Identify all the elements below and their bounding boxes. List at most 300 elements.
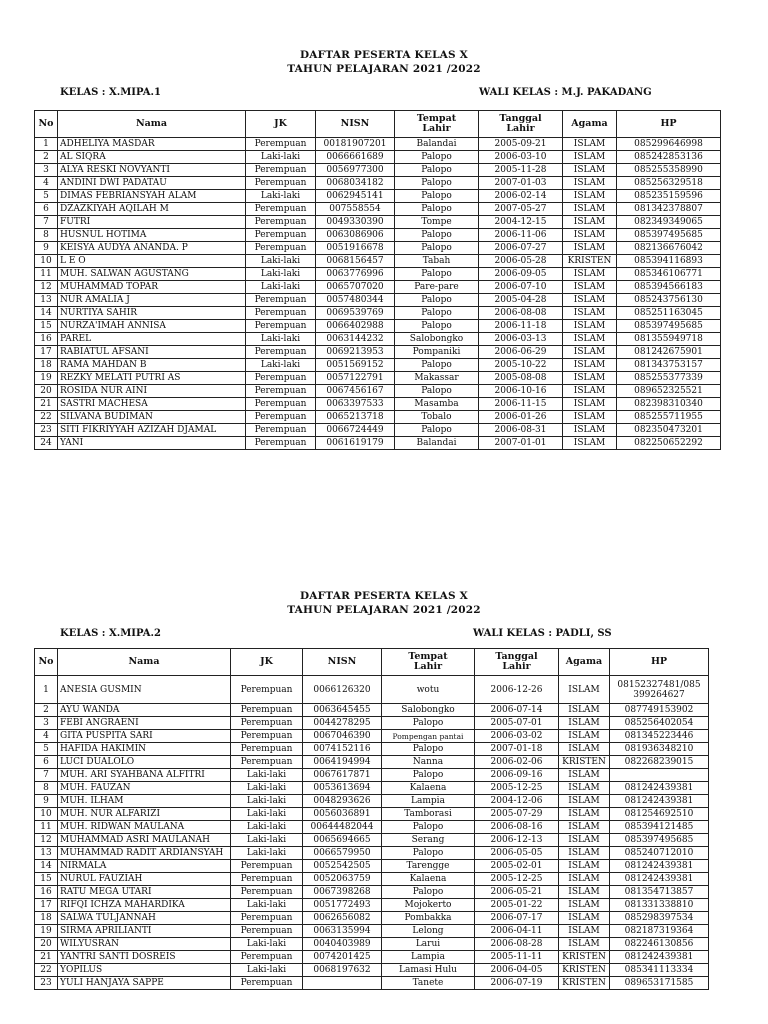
cell-hp: 085255711955 (617, 411, 721, 424)
section-x-mipa-2 (0, 589, 768, 644)
cell-tanggal-lahir: 2006-08-31 (479, 424, 563, 437)
cell-agama: ISLAM (563, 307, 617, 320)
cell-nama: ANDINI DWI PADATAU (58, 177, 246, 190)
cell-hp: 081242439381 (610, 795, 709, 808)
table-row (35, 743, 709, 756)
student-table-x-mipa-2 (34, 648, 709, 990)
cell-no: 23 (35, 977, 58, 990)
cell-nama: MUH. ILHAM (58, 795, 231, 808)
cell-jk: Perempuan (246, 242, 316, 255)
cell-nisn: 0066661689 (316, 151, 395, 164)
cell-hp: 081343753157 (617, 359, 721, 372)
cell-tanggal-lahir: 2006-04-05 (475, 964, 559, 977)
cell-tempat-lahir: Palopo (395, 177, 479, 190)
cell-no: 8 (35, 782, 58, 795)
cell-hp: 085346106771 (617, 268, 721, 281)
cell-tempat-lahir: Palopo (395, 320, 479, 333)
cell-hp: 089653171585 (610, 977, 709, 990)
cell-tempat-lahir: Palopo (382, 821, 475, 834)
cell-tanggal-lahir: 2005-10-22 (479, 359, 563, 372)
cell-jk: Laki-laki (231, 795, 303, 808)
cell-nisn: 0051569152 (316, 359, 395, 372)
cell-no: 1 (35, 138, 58, 151)
cell-agama: ISLAM (559, 912, 610, 925)
cell-nisn: 0053613694 (303, 782, 382, 795)
table-row (35, 281, 721, 294)
cell-nisn: 0063086906 (316, 229, 395, 242)
table-row (35, 294, 721, 307)
cell-agama: ISLAM (563, 190, 617, 203)
cell-jk: Perempuan (231, 730, 303, 743)
cell-nisn: 0068197632 (303, 964, 382, 977)
cell-jk: Laki-laki (231, 938, 303, 951)
cell-nama: WILYUSRAN (58, 938, 231, 951)
cell-jk: Laki-laki (246, 255, 316, 268)
header-nama: Nama (58, 111, 246, 138)
cell-nama: FEBI ANGRAENI (58, 717, 231, 730)
cell-agama: ISLAM (563, 346, 617, 359)
cell-tempat-lahir: Pombakka (382, 912, 475, 925)
cell-agama: ISLAM (563, 398, 617, 411)
cell-tanggal-lahir: 2006-05-21 (475, 886, 559, 899)
table-row (35, 704, 709, 717)
class-info-row (0, 87, 768, 103)
cell-tanggal-lahir: 2006-12-26 (475, 676, 559, 704)
cell-tanggal-lahir: 2004-12-15 (479, 216, 563, 229)
cell-nisn: 0063397533 (316, 398, 395, 411)
cell-tanggal-lahir: 2006-11-06 (479, 229, 563, 242)
cell-jk: Laki-laki (231, 808, 303, 821)
cell-tempat-lahir: Balandai (395, 138, 479, 151)
cell-nama: FUTRI (58, 216, 246, 229)
cell-agama: ISLAM (563, 411, 617, 424)
cell-hp: 085251163045 (617, 307, 721, 320)
table-row (35, 873, 709, 886)
cell-nisn: 0063776996 (316, 268, 395, 281)
cell-no: 5 (35, 190, 58, 203)
cell-agama: ISLAM (563, 216, 617, 229)
cell-nisn: 0066724449 (316, 424, 395, 437)
cell-agama: ISLAM (559, 925, 610, 938)
cell-no: 15 (35, 873, 58, 886)
header-nisn: NISN (303, 649, 382, 676)
academic-year: TAHUN PELAJARAN 2021 /2022 (287, 604, 481, 616)
cell-nisn: 0074201425 (303, 951, 382, 964)
table-row (35, 717, 709, 730)
cell-no: 4 (35, 730, 58, 743)
cell-no: 11 (35, 268, 58, 281)
cell-hp: 082246130856 (610, 938, 709, 951)
table-row (35, 756, 709, 769)
cell-tempat-lahir: Palopo (382, 717, 475, 730)
cell-agama: ISLAM (559, 730, 610, 743)
cell-hp: 081342378807 (617, 203, 721, 216)
cell-nama: ALYA RESKI NOVYANTI (58, 164, 246, 177)
table-row (35, 808, 709, 821)
cell-tempat-lahir: Nanna (382, 756, 475, 769)
cell-tanggal-lahir: 2005-01-22 (475, 899, 559, 912)
cell-hp: 081331338810 (610, 899, 709, 912)
cell-tempat-lahir: Palopo (395, 151, 479, 164)
homeroom-teacher: WALI KELAS : M.J. PAKADANG (479, 87, 652, 98)
table-row (35, 151, 721, 164)
cell-tanggal-lahir: 2006-09-05 (479, 268, 563, 281)
table-row (35, 190, 721, 203)
cell-nama: NURUL FAUZIAH (58, 873, 231, 886)
table-row (35, 899, 709, 912)
cell-hp: 085235159596 (617, 190, 721, 203)
cell-jk: Perempuan (246, 346, 316, 359)
cell-tanggal-lahir: 2006-03-02 (475, 730, 559, 743)
cell-nama: MUHAMMAD ASRI MAULANAH (58, 834, 231, 847)
cell-hp: 085394566183 (617, 281, 721, 294)
cell-jk: Perempuan (231, 925, 303, 938)
class-label: KELAS : X.MIPA.2 (60, 628, 161, 639)
cell-nama: MUH. SALWAN AGUSTANG (58, 268, 246, 281)
cell-hp: 085255377339 (617, 372, 721, 385)
table-row (35, 372, 721, 385)
cell-jk: Laki-laki (231, 782, 303, 795)
table-row (35, 164, 721, 177)
cell-hp: 085341113334 (610, 964, 709, 977)
cell-tanggal-lahir: 2006-07-19 (475, 977, 559, 990)
cell-tempat-lahir: Palopo (382, 886, 475, 899)
cell-nisn: 0069213953 (316, 346, 395, 359)
cell-jk: Perempuan (231, 704, 303, 717)
table-row (35, 346, 721, 359)
table-row (35, 255, 721, 268)
cell-tanggal-lahir: 2006-10-16 (479, 385, 563, 398)
table-row (35, 242, 721, 255)
cell-tempat-lahir: Palopo (395, 242, 479, 255)
cell-nama: RABIATUL AFSANI (58, 346, 246, 359)
cell-jk: Laki-laki (231, 899, 303, 912)
cell-tanggal-lahir: 2006-07-10 (479, 281, 563, 294)
cell-tempat-lahir: Kalaena (382, 782, 475, 795)
cell-no: 17 (35, 899, 58, 912)
cell-hp: 085242853136 (617, 151, 721, 164)
cell-nisn: 0065694665 (303, 834, 382, 847)
cell-no: 13 (35, 847, 58, 860)
cell-tempat-lahir: Larui (382, 938, 475, 951)
header-hp: HP (610, 649, 709, 676)
table-row (35, 676, 709, 704)
cell-hp: 085243756130 (617, 294, 721, 307)
cell-agama: ISLAM (559, 704, 610, 717)
cell-nama: YOPILUS (58, 964, 231, 977)
cell-agama: ISLAM (559, 717, 610, 730)
cell-nama: SASTRI MACHESA (58, 398, 246, 411)
cell-no: 12 (35, 281, 58, 294)
cell-no: 10 (35, 808, 58, 821)
cell-agama: ISLAM (559, 808, 610, 821)
cell-agama: ISLAM (559, 860, 610, 873)
academic-year: TAHUN PELAJARAN 2021 /2022 (287, 63, 481, 75)
cell-tempat-lahir: Tabah (395, 255, 479, 268)
table-row (35, 821, 709, 834)
cell-tanggal-lahir: 2006-07-27 (479, 242, 563, 255)
cell-tempat-lahir: Palopo (395, 203, 479, 216)
cell-nisn: 0044278295 (303, 717, 382, 730)
table-row (35, 925, 709, 938)
cell-nisn: 0040403989 (303, 938, 382, 951)
cell-tempat-lahir: Masamba (395, 398, 479, 411)
cell-no: 19 (35, 372, 58, 385)
cell-agama: ISLAM (563, 424, 617, 437)
cell-nisn: 0063645455 (303, 704, 382, 717)
cell-tanggal-lahir: 2007-01-18 (475, 743, 559, 756)
table-row (35, 359, 721, 372)
cell-nama: PAREL (58, 333, 246, 346)
cell-hp: 085240712010 (610, 847, 709, 860)
header-nama: Nama (58, 649, 231, 676)
cell-no: 24 (35, 437, 58, 450)
cell-agama: ISLAM (559, 676, 610, 704)
cell-tempat-lahir: Makassar (395, 372, 479, 385)
cell-agama: ISLAM (559, 899, 610, 912)
cell-tanggal-lahir: 2006-03-13 (479, 333, 563, 346)
cell-jk: Perempuan (246, 164, 316, 177)
cell-nama: MUHAMMAD TOPAR (58, 281, 246, 294)
cell-tempat-lahir: Palopo (382, 847, 475, 860)
cell-jk: Perempuan (231, 873, 303, 886)
cell-tanggal-lahir: 2006-11-15 (479, 398, 563, 411)
cell-jk: Laki-laki (231, 769, 303, 782)
cell-hp: 082268239015 (610, 756, 709, 769)
cell-tanggal-lahir: 2005-07-01 (475, 717, 559, 730)
cell-tempat-lahir: Palopo (395, 385, 479, 398)
cell-no: 18 (35, 912, 58, 925)
class-label: KELAS : X.MIPA.1 (60, 87, 161, 98)
header-tempat-lahir: Tempat Lahir (395, 111, 479, 138)
cell-jk: Perempuan (231, 756, 303, 769)
table-row (35, 385, 721, 398)
cell-jk: Perempuan (246, 398, 316, 411)
cell-nama: REZKY MELATI PUTRI AS (58, 372, 246, 385)
cell-tanggal-lahir: 2005-04-28 (479, 294, 563, 307)
cell-agama: KRISTEN (559, 951, 610, 964)
cell-nisn: 00181907201 (316, 138, 395, 151)
cell-nisn: 0048293626 (303, 795, 382, 808)
cell-hp: 082349349065 (617, 216, 721, 229)
cell-nama: NURTIYA SAHIR (58, 307, 246, 320)
cell-tanggal-lahir: 2005-07-29 (475, 808, 559, 821)
table-row (35, 424, 721, 437)
cell-tempat-lahir: Balandai (395, 437, 479, 450)
cell-jk: Laki-laki (246, 151, 316, 164)
cell-nama: GITA PUSPITA SARI (58, 730, 231, 743)
header-jk: JK (231, 649, 303, 676)
cell-jk: Perempuan (246, 424, 316, 437)
cell-tanggal-lahir: 2006-05-05 (475, 847, 559, 860)
cell-nama: HAFIDA HAKIMIN (58, 743, 231, 756)
cell-nisn: 0064194994 (303, 756, 382, 769)
cell-agama: ISLAM (563, 281, 617, 294)
cell-tempat-lahir: Lamasi Hulu (382, 964, 475, 977)
cell-agama: ISLAM (563, 437, 617, 450)
cell-nama: RATU MEGA UTARI (58, 886, 231, 899)
cell-tanggal-lahir: 2006-02-06 (475, 756, 559, 769)
cell-no: 5 (35, 743, 58, 756)
cell-tempat-lahir: Palopo (395, 294, 479, 307)
cell-nisn: 0061619179 (316, 437, 395, 450)
cell-hp: 081242439381 (610, 782, 709, 795)
cell-nama: HUSNUL HOTIMA (58, 229, 246, 242)
cell-agama: ISLAM (559, 821, 610, 834)
cell-no: 2 (35, 151, 58, 164)
table-row (35, 847, 709, 860)
cell-jk: Perempuan (246, 216, 316, 229)
cell-no: 22 (35, 411, 58, 424)
cell-agama: KRISTEN (559, 964, 610, 977)
cell-nisn: 0057480344 (316, 294, 395, 307)
student-table-x-mipa-1 (34, 110, 721, 450)
cell-tempat-lahir: Salobongko (382, 704, 475, 717)
cell-tanggal-lahir: 2005-09-21 (479, 138, 563, 151)
table-row (35, 229, 721, 242)
cell-jk: Laki-laki (231, 834, 303, 847)
cell-hp: 085397495685 (610, 834, 709, 847)
cell-hp: 081242439381 (610, 860, 709, 873)
cell-agama: ISLAM (559, 834, 610, 847)
cell-no: 8 (35, 229, 58, 242)
cell-jk: Perempuan (246, 203, 316, 216)
header-tanggal-lahir: Tanggal Lahir (479, 111, 563, 138)
cell-tempat-lahir: Palopo (395, 307, 479, 320)
section-x-mipa-1 (0, 48, 768, 103)
cell-agama: ISLAM (563, 294, 617, 307)
cell-agama: ISLAM (563, 385, 617, 398)
cell-tempat-lahir: Palopo (395, 268, 479, 281)
cell-jk: Perempuan (231, 951, 303, 964)
cell-hp: 082350473201 (617, 424, 721, 437)
cell-hp: 081242675901 (617, 346, 721, 359)
cell-jk: Perempuan (246, 437, 316, 450)
cell-jk: Laki-laki (231, 964, 303, 977)
cell-nama: AL SIQRA (58, 151, 246, 164)
table-row (35, 268, 721, 281)
cell-tempat-lahir: Serang (382, 834, 475, 847)
cell-no: 14 (35, 307, 58, 320)
cell-hp: 085298397534 (610, 912, 709, 925)
cell-tanggal-lahir: 2006-07-17 (475, 912, 559, 925)
cell-hp: 082250652292 (617, 437, 721, 450)
cell-nama: MUH. NUR ALFARIZI (58, 808, 231, 821)
cell-tanggal-lahir: 2006-08-08 (479, 307, 563, 320)
cell-hp: 085255358990 (617, 164, 721, 177)
cell-agama: ISLAM (563, 268, 617, 281)
header-tanggal-lahir: Tanggal Lahir (475, 649, 559, 676)
cell-hp: 089652325521 (617, 385, 721, 398)
cell-jk: Laki-laki (246, 190, 316, 203)
cell-hp: 082136676042 (617, 242, 721, 255)
cell-nama: SIRMA APRILIANTI (58, 925, 231, 938)
cell-no: 22 (35, 964, 58, 977)
cell-hp: 087749153902 (610, 704, 709, 717)
cell-tempat-lahir: Tanete (382, 977, 475, 990)
cell-tempat-lahir: Pompengan pantai (382, 730, 475, 743)
cell-tempat-lahir: wotu (382, 676, 475, 704)
cell-no: 3 (35, 717, 58, 730)
cell-tanggal-lahir: 2006-03-10 (479, 151, 563, 164)
table-header-row (35, 649, 709, 676)
document-title: DAFTAR PESERTA KELAS X (300, 49, 468, 61)
cell-agama: KRISTEN (559, 977, 610, 990)
cell-nisn: 0051916678 (316, 242, 395, 255)
homeroom-teacher: WALI KELAS : PADLI, SS (473, 628, 612, 639)
cell-tempat-lahir: Lelong (382, 925, 475, 938)
table-header-row (35, 111, 721, 138)
cell-no: 9 (35, 242, 58, 255)
cell-no: 4 (35, 177, 58, 190)
cell-agama: ISLAM (563, 151, 617, 164)
cell-hp: 081254692510 (610, 808, 709, 821)
table-row (35, 138, 721, 151)
cell-tempat-lahir: Tobalo (395, 411, 479, 424)
cell-agama: ISLAM (559, 847, 610, 860)
header-agama: Agama (563, 111, 617, 138)
cell-tempat-lahir: Palopo (395, 359, 479, 372)
cell-tanggal-lahir: 2006-12-13 (475, 834, 559, 847)
cell-nisn: 0057122791 (316, 372, 395, 385)
table-row (35, 860, 709, 873)
table-row (35, 320, 721, 333)
cell-jk: Perempuan (231, 886, 303, 899)
cell-nama: MUH. RIDWAN MAULANA (58, 821, 231, 834)
cell-nisn: 0066126320 (303, 676, 382, 704)
cell-nisn (303, 977, 382, 990)
cell-no: 16 (35, 886, 58, 899)
cell-tempat-lahir: Palopo (395, 424, 479, 437)
cell-no: 10 (35, 255, 58, 268)
cell-jk: Laki-laki (231, 821, 303, 834)
cell-agama: ISLAM (559, 886, 610, 899)
cell-jk: Perempuan (231, 912, 303, 925)
cell-jk: Perempuan (246, 138, 316, 151)
cell-no: 18 (35, 359, 58, 372)
cell-nama: YANI (58, 437, 246, 450)
cell-jk: Perempuan (246, 385, 316, 398)
cell-agama: ISLAM (559, 743, 610, 756)
cell-tempat-lahir: Palopo (382, 769, 475, 782)
cell-agama: ISLAM (563, 177, 617, 190)
cell-no: 7 (35, 769, 58, 782)
cell-hp: 081242439381 (610, 951, 709, 964)
cell-nama: NURZA'IMAH ANNISA (58, 320, 246, 333)
cell-agama: ISLAM (559, 782, 610, 795)
cell-tanggal-lahir: 2005-12-25 (475, 782, 559, 795)
cell-no: 23 (35, 424, 58, 437)
cell-tanggal-lahir: 2006-07-14 (475, 704, 559, 717)
header-agama: Agama (559, 649, 610, 676)
header-nisn: NISN (316, 111, 395, 138)
cell-agama: KRISTEN (563, 255, 617, 268)
cell-no: 21 (35, 951, 58, 964)
cell-nama: RIFQI ICHZA MAHARDIKA (58, 899, 231, 912)
cell-no: 21 (35, 398, 58, 411)
cell-agama: ISLAM (563, 333, 617, 346)
cell-no: 7 (35, 216, 58, 229)
cell-tempat-lahir: Tompe (395, 216, 479, 229)
header-tempat-lahir: Tempat Lahir (382, 649, 475, 676)
table-row (35, 977, 709, 990)
cell-hp: 085394121485 (610, 821, 709, 834)
header-jk: JK (246, 111, 316, 138)
cell-tempat-lahir: Palopo (395, 190, 479, 203)
table-row (35, 886, 709, 899)
cell-jk: Perempuan (231, 717, 303, 730)
table-row (35, 177, 721, 190)
